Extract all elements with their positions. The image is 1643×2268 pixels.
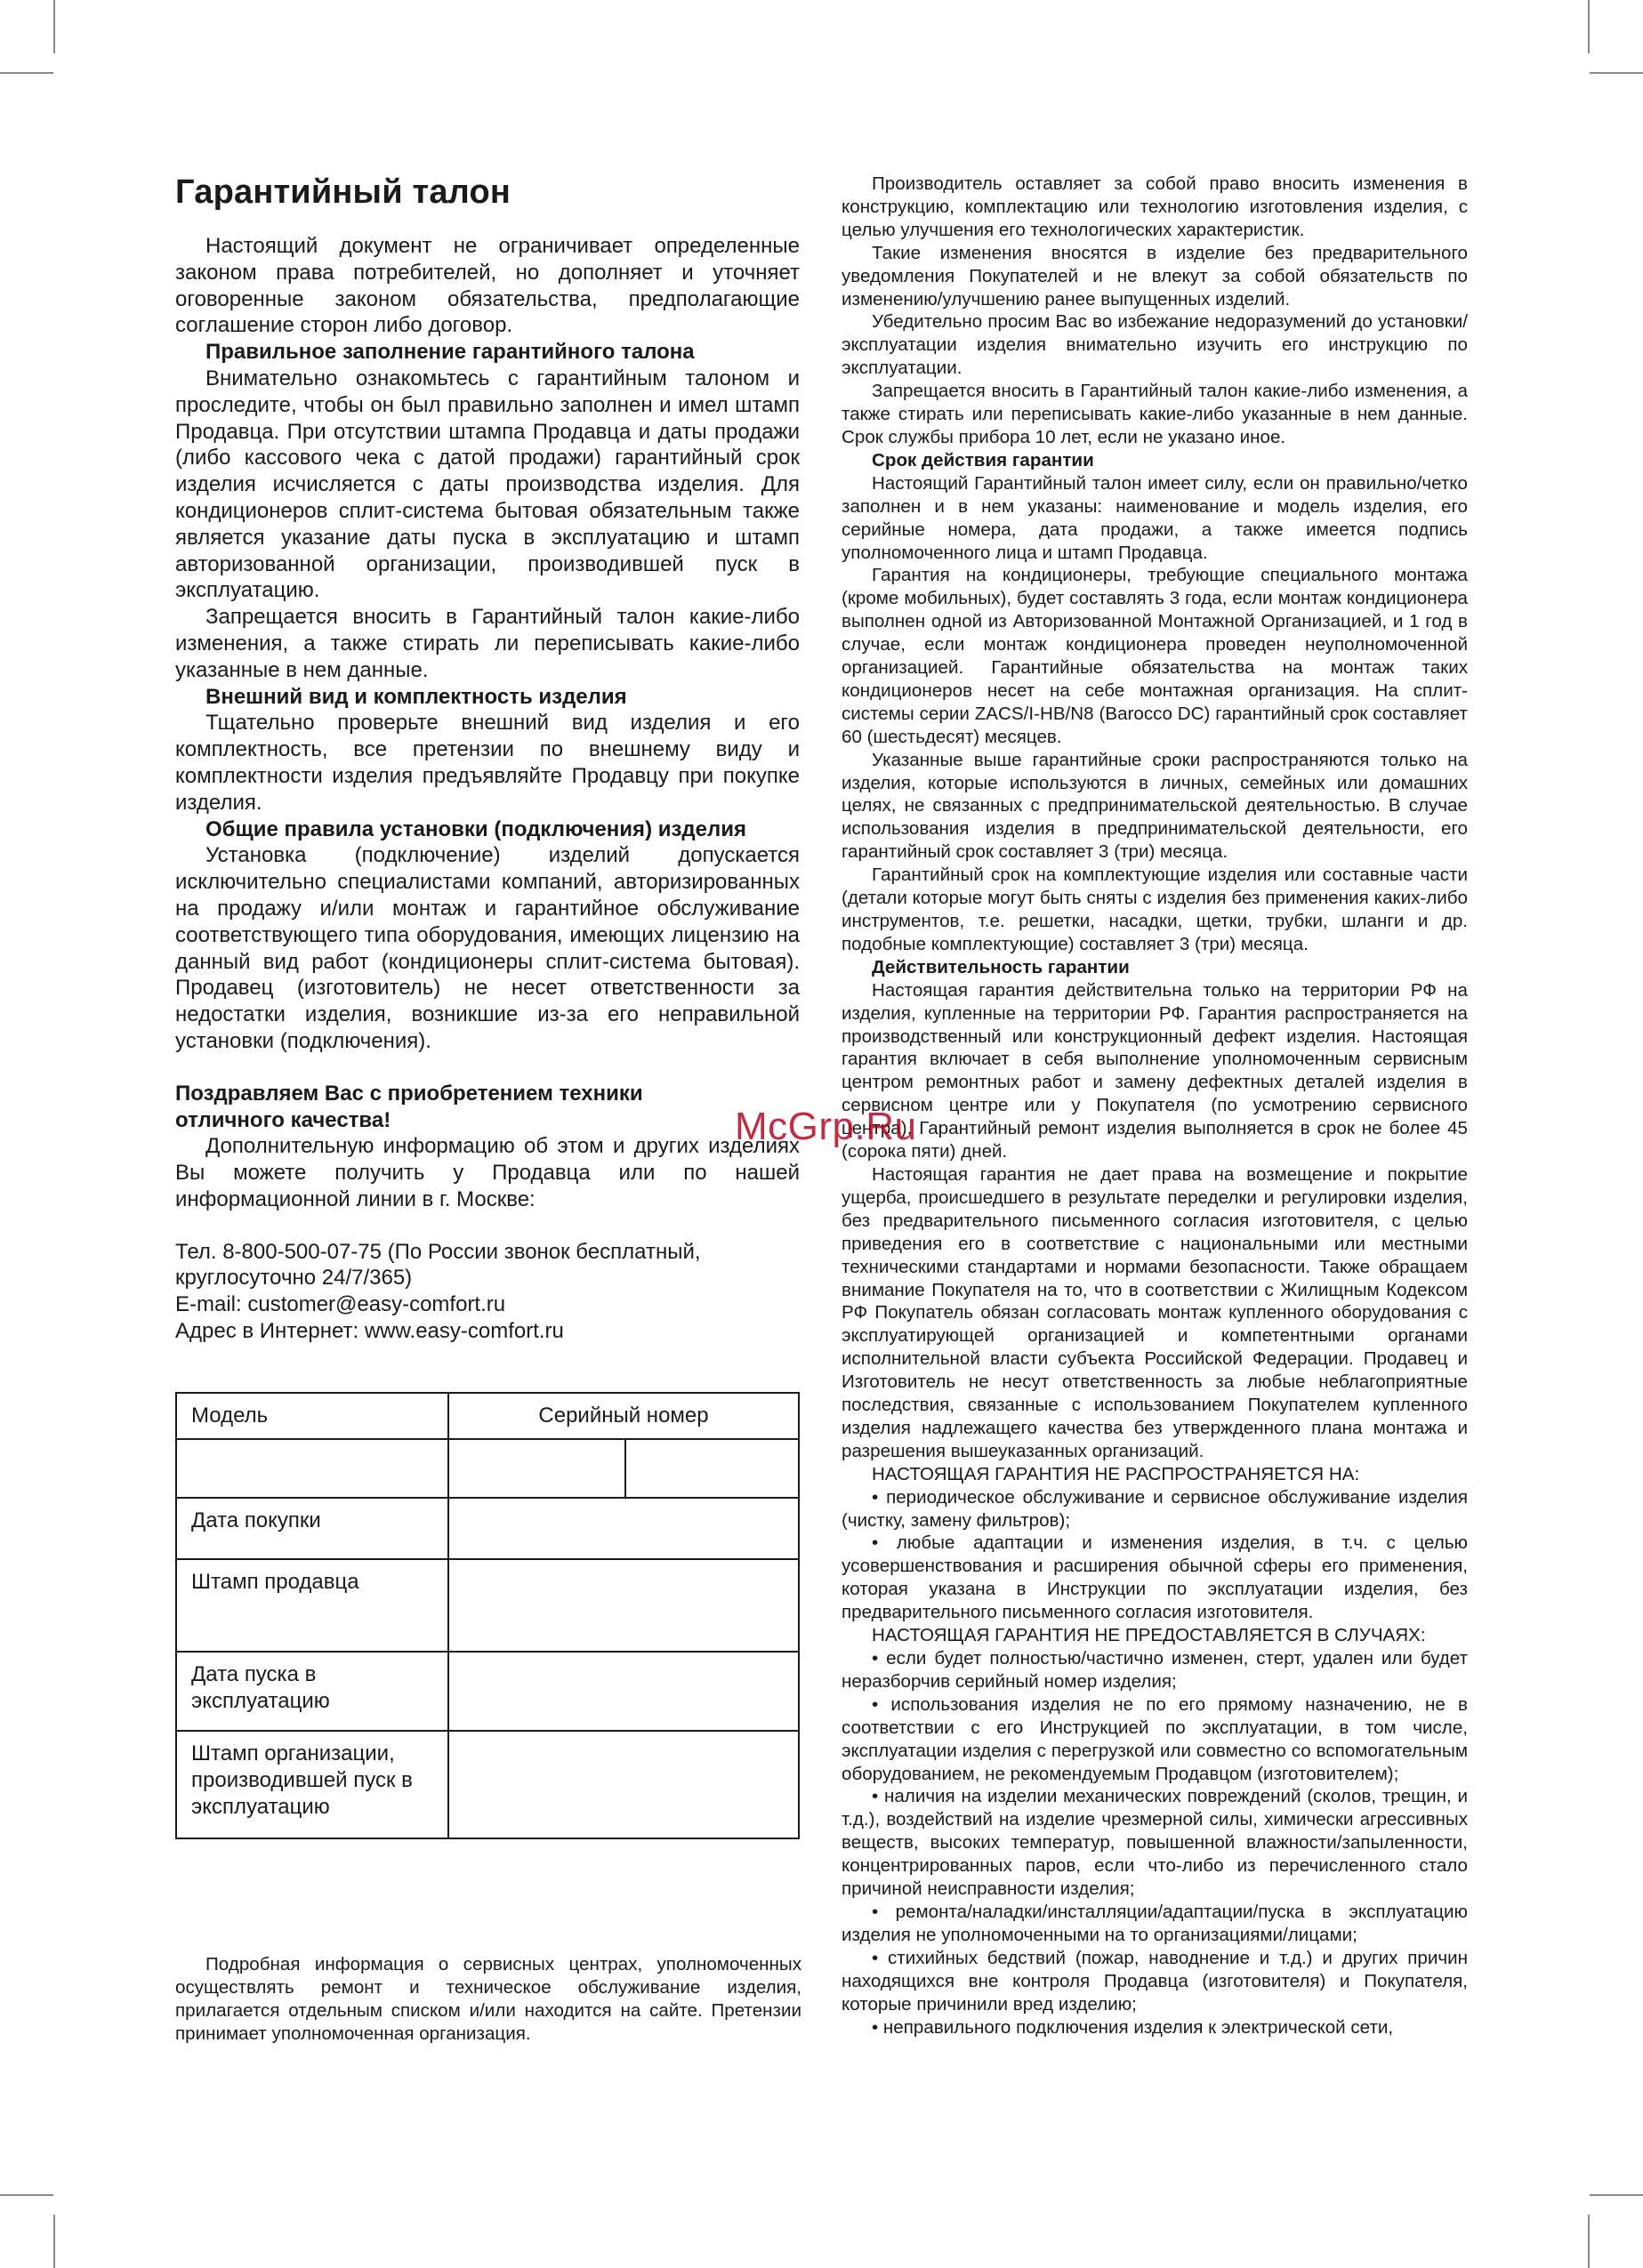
crop-mark bbox=[1590, 2194, 1643, 2196]
crop-mark bbox=[0, 2194, 53, 2196]
list-item: • если будет полностью/частично изменен, стерт, удален или будет неразборчив серийный номер изделия; bbox=[842, 1648, 1468, 1692]
congrats-heading-line: отличного качества! bbox=[175, 1107, 391, 1132]
seller-stamp-value-cell[interactable] bbox=[448, 1559, 799, 1652]
page-title: Гарантийный талон bbox=[175, 173, 511, 211]
paragraph: Тщательно проверьте внешний вид изделия и его комплектность, все претензии по внешнему виду и комплектности изделия предъявляйте Продавцу при покупке изделия. bbox=[175, 711, 800, 815]
congrats-heading-line: Поздравляем Вас с приобретением техники bbox=[175, 1081, 643, 1106]
crop-mark bbox=[1590, 72, 1643, 74]
paragraph: Гарантийный срок на комплектующие изделия или составные части (детали которые могут быть сняты с изделия без применения каких-либо инструментов, т.е. решетки, насадки, щетки, трубки, шланги и др. подобные комплектующие) составляет 3 (три) месяца. bbox=[842, 865, 1468, 954]
serial-value-cell[interactable] bbox=[625, 1439, 799, 1498]
warranty-form-table bbox=[175, 1392, 800, 1839]
section-heading: Срок действия гарантии bbox=[872, 449, 1094, 470]
paragraph: Гарантия на кондиционеры, требующие специального монтажа (кроме мобильных), будет составлять 3 года, если монтаж кондиционера выполнен одной из Авторизованной Монтажной Организацией, и 1 год в случае, если монтаж кондиционера проведен неуполномоченной организацией. Гарантийные обязательства на монтаж таких кондиционеров несет на себе монтажная организация. На сплит-системы серии ZACS/I-HB/N8 (Barocco DC) гарантийный срок составляет 60 (шестьдесят) месяцев. bbox=[842, 565, 1468, 747]
list-heading: НАСТОЯЩАЯ ГАРАНТИЯ НЕ ПРЕДОСТАВЛЯЕТСЯ В СЛУЧАЯХ: bbox=[872, 1625, 1426, 1646]
crop-mark bbox=[1588, 2215, 1590, 2268]
paragraph: Производитель оставляет за собой право вносить изменения в конструкцию, комплектацию или технологию изготовления изделия, с целью улучшения его технологических характеристик. bbox=[842, 173, 1468, 240]
web-line: Адрес в Интернет: www.easy-comfort.ru bbox=[175, 1319, 564, 1344]
serial-label-cell bbox=[448, 1393, 799, 1439]
model-label-cell bbox=[176, 1393, 448, 1439]
org-stamp-label-cell bbox=[176, 1731, 448, 1838]
purchase-date-label: Дата покупки bbox=[191, 1508, 321, 1532]
crop-mark bbox=[53, 2215, 55, 2268]
paragraph: Внимательно ознакомьтесь с гарантийным талоном и проследите, чтобы он был правильно заполнен и имел штамп Продавца. При отсутствии штампа Продавца и даты продажи (либо кассового чека с датой продажи) гарантийный срок изделия исчисляется с даты производства изделия. Для кондиционеров сплит-система бытовая обязательным также является указание даты пуска в эксплуатацию и штамп авторизованной организации, производившей пуск в эксплуатацию. bbox=[175, 366, 800, 603]
crop-mark bbox=[1588, 0, 1590, 53]
serial-value-cell[interactable] bbox=[448, 1439, 625, 1498]
start-date-label-cell bbox=[176, 1652, 448, 1731]
paragraph: Настоящая гарантия не дает права на возмещение и покрытие ущерба, происшедшего в результате переделки и регулировки изделия, без предварительного письменного согласия изготовителя, с целью приведения его в соответствие с национальными или местными техническими стандартами и нормами безопасности. Также обращаем внимание Покупателя на то, что в соответствии с Жилищным Кодексом РФ Покупатель обязан согласовать монтаж купленного оборудования с эксплуатирующей организацией и компетентными органами исполнительной власти субъекта Российской Федерации. Продавец и Изготовитель не несут ответственность за любые неблагоприятные последствия, связанные с использованием Покупателем купленного изделия надлежащего качества без утвержденного плана монтажа и разрешения вышеуказанных организаций. bbox=[842, 1163, 1468, 1461]
purchase-date-label-cell bbox=[176, 1498, 448, 1559]
start-date-label: Дата пуска в эксплуатацию bbox=[191, 1662, 330, 1713]
model-label: Модель bbox=[191, 1403, 269, 1428]
list-item: • наличия на изделии механических повреждений (сколов, трещин, и т.д.), воздействий на изделие чрезмерной силы, химически агрессивных веществ, высоких температур, повышенной влажности/запыленности, концентрированных паров, если что-либо из перечисленного стало причиной неисправности изделия; bbox=[842, 1786, 1468, 1900]
list-item: • ремонта/наладки/инсталляции/адаптации/пуска в эксплуатацию изделия не уполномоченными на то организациями/лицами; bbox=[842, 1901, 1468, 1945]
model-value-cell[interactable] bbox=[176, 1439, 448, 1498]
phone-line: Тел. 8-800-500-07-75 (По России звонок бесплатный, круглосуточно 24/7/365) bbox=[175, 1239, 701, 1291]
paragraph: Запрещается вносить в Гарантийный талон какие-либо изменения, а также стирать ли переписывать какие-либо указанные в нем данные. bbox=[175, 605, 800, 682]
org-stamp-label: Штамп организации, производившей пуск в эксплуатацию bbox=[191, 1741, 413, 1819]
list-item: • любые адаптации и изменения изделия, в т.ч. с целью усовершенствования и расширения обычной сферы его применения, которая указана в Инструкции по эксплуатации изделия, без предварительного письменного согласия изготовителя. bbox=[842, 1532, 1468, 1623]
paragraph: Убедительно просим Вас во избежание недоразумений до установки/эксплуатации изделия внимательно изучить его инструкцию по эксплуатации. bbox=[842, 311, 1468, 379]
start-date-value-cell[interactable] bbox=[448, 1652, 799, 1731]
list-item: • периодическое обслуживание и сервисное обслуживание изделия (чистку, замену фильтров); bbox=[842, 1486, 1468, 1531]
watermark-logo: McGrp.Ru bbox=[735, 1105, 917, 1148]
crop-mark bbox=[0, 72, 53, 74]
paragraph: Указанные выше гарантийные сроки распространяются только на изделия, которые используются в личных, семейных или домашних целях, не связанных с предпринимательской деятельностью. В случае использования изделия в предпринимательской деятельности, его гарантийный срок составляет 3 (три) месяца. bbox=[842, 749, 1468, 863]
right-column bbox=[842, 173, 1468, 2039]
crop-mark bbox=[53, 0, 55, 53]
paragraph: Установка (подключение) изделий допускается исключительно специалистами компаний, авторизированных на продажу и/или монтаж и гарантийное обслуживание соответствующего типа оборудования, имеющих лицензию на данный вид работ (кондиционеры сплит-система бытовая). Продавец (изготовитель) не несет ответственности за недостатки изделия, возникшие из-за его неправильной установки (подключения). bbox=[175, 843, 800, 1053]
email-line: E-mail: customer@easy-comfort.ru bbox=[175, 1292, 506, 1317]
left-column bbox=[175, 173, 800, 1345]
seller-stamp-label-cell bbox=[176, 1559, 448, 1652]
list-item: • стихийных бедствий (пожар, наводнение и т.д.) и других причин находящихся вне контроля Продавца (изготовителя) и Покупателя, которые причинили вред изделию; bbox=[842, 1947, 1468, 2015]
seller-stamp-label: Штамп продавца bbox=[191, 1570, 359, 1594]
intro-paragraph: Настоящий документ не ограничивает определенные законом права потребителей, но дополняет и уточняет оговоренные законом обязательства, предполагающие соглашение сторон либо договор. bbox=[175, 234, 800, 338]
list-item: • использования изделия не по его прямому назначению, не в соответствии с его Инструкцией по эксплуатации, в том числе, эксплуатации изделия с перегрузкой или совместно со вспомогательным оборудованием, не рекомендуемым Продавцом (изготовителем); bbox=[842, 1693, 1468, 1784]
paragraph: Такие изменения вносятся в изделие без предварительного уведомления Покупателей и не влекут за собой обязательств по изменению/улучшению ранее выпущенных изделий. bbox=[842, 242, 1468, 310]
section-heading: Действительность гарантии bbox=[872, 956, 1130, 977]
list-heading: НАСТОЯЩАЯ ГАРАНТИЯ НЕ РАСПРОСТРАНЯЕТСЯ НА: bbox=[872, 1463, 1360, 1484]
section-heading: Внешний вид и комплектность изделия bbox=[205, 684, 627, 709]
paragraph: Дополнительную информацию об этом и других изделиях Вы можете получить у Продавца или по нашей информационной линии в г. Москве: bbox=[175, 1134, 800, 1211]
purchase-date-value-cell[interactable] bbox=[448, 1498, 799, 1559]
list-item: • неправильного подключения изделия к электрической сети, bbox=[872, 2016, 1394, 2038]
serial-label: Серийный номер bbox=[538, 1403, 709, 1428]
paragraph: Запрещается вносить в Гарантийный талон какие-либо изменения, а также стирать или переписывать какие-либо указанные в нем данные. Срок службы прибора 10 лет, если не указано иное. bbox=[842, 381, 1468, 447]
section-heading: Правильное заполнение гарантийного талона bbox=[205, 340, 695, 365]
paragraph: Настоящий Гарантийный талон имеет силу, если он правильно/четко заполнен и в нем указаны: наименование и модель изделия, его серийные номера, дата продажи, а также имеется подпись уполномоченного лица и штамп Продавца. bbox=[842, 472, 1468, 563]
org-stamp-value-cell[interactable] bbox=[448, 1731, 799, 1838]
section-heading: Общие правила установки (подключения) изделия bbox=[205, 816, 746, 841]
service-centers-note: Подробная информация о сервисных центрах, уполномоченных осуществлять ремонт и техническое обслуживание изделия, прилагается отдельным списком и/или находится на сайте. Претензии принимает уполномоченная организация. bbox=[175, 1954, 801, 2044]
paragraph: Настоящая гарантия действительна только на территории РФ на изделия, купленные на территории РФ. Гарантия распространяется на производственный или конструкционный дефект изделия. Настоящая гарантия включает в себя выполнение уполномоченным сервисным центром ремонтных работ и замену дефектных деталей изделия в сервисном центре или у Покупателя (по усмотрению сервисного центра). Гарантийный ремонт изделия выполняется в срок не более 45 (сорока пяти) дней. bbox=[842, 979, 1468, 1162]
